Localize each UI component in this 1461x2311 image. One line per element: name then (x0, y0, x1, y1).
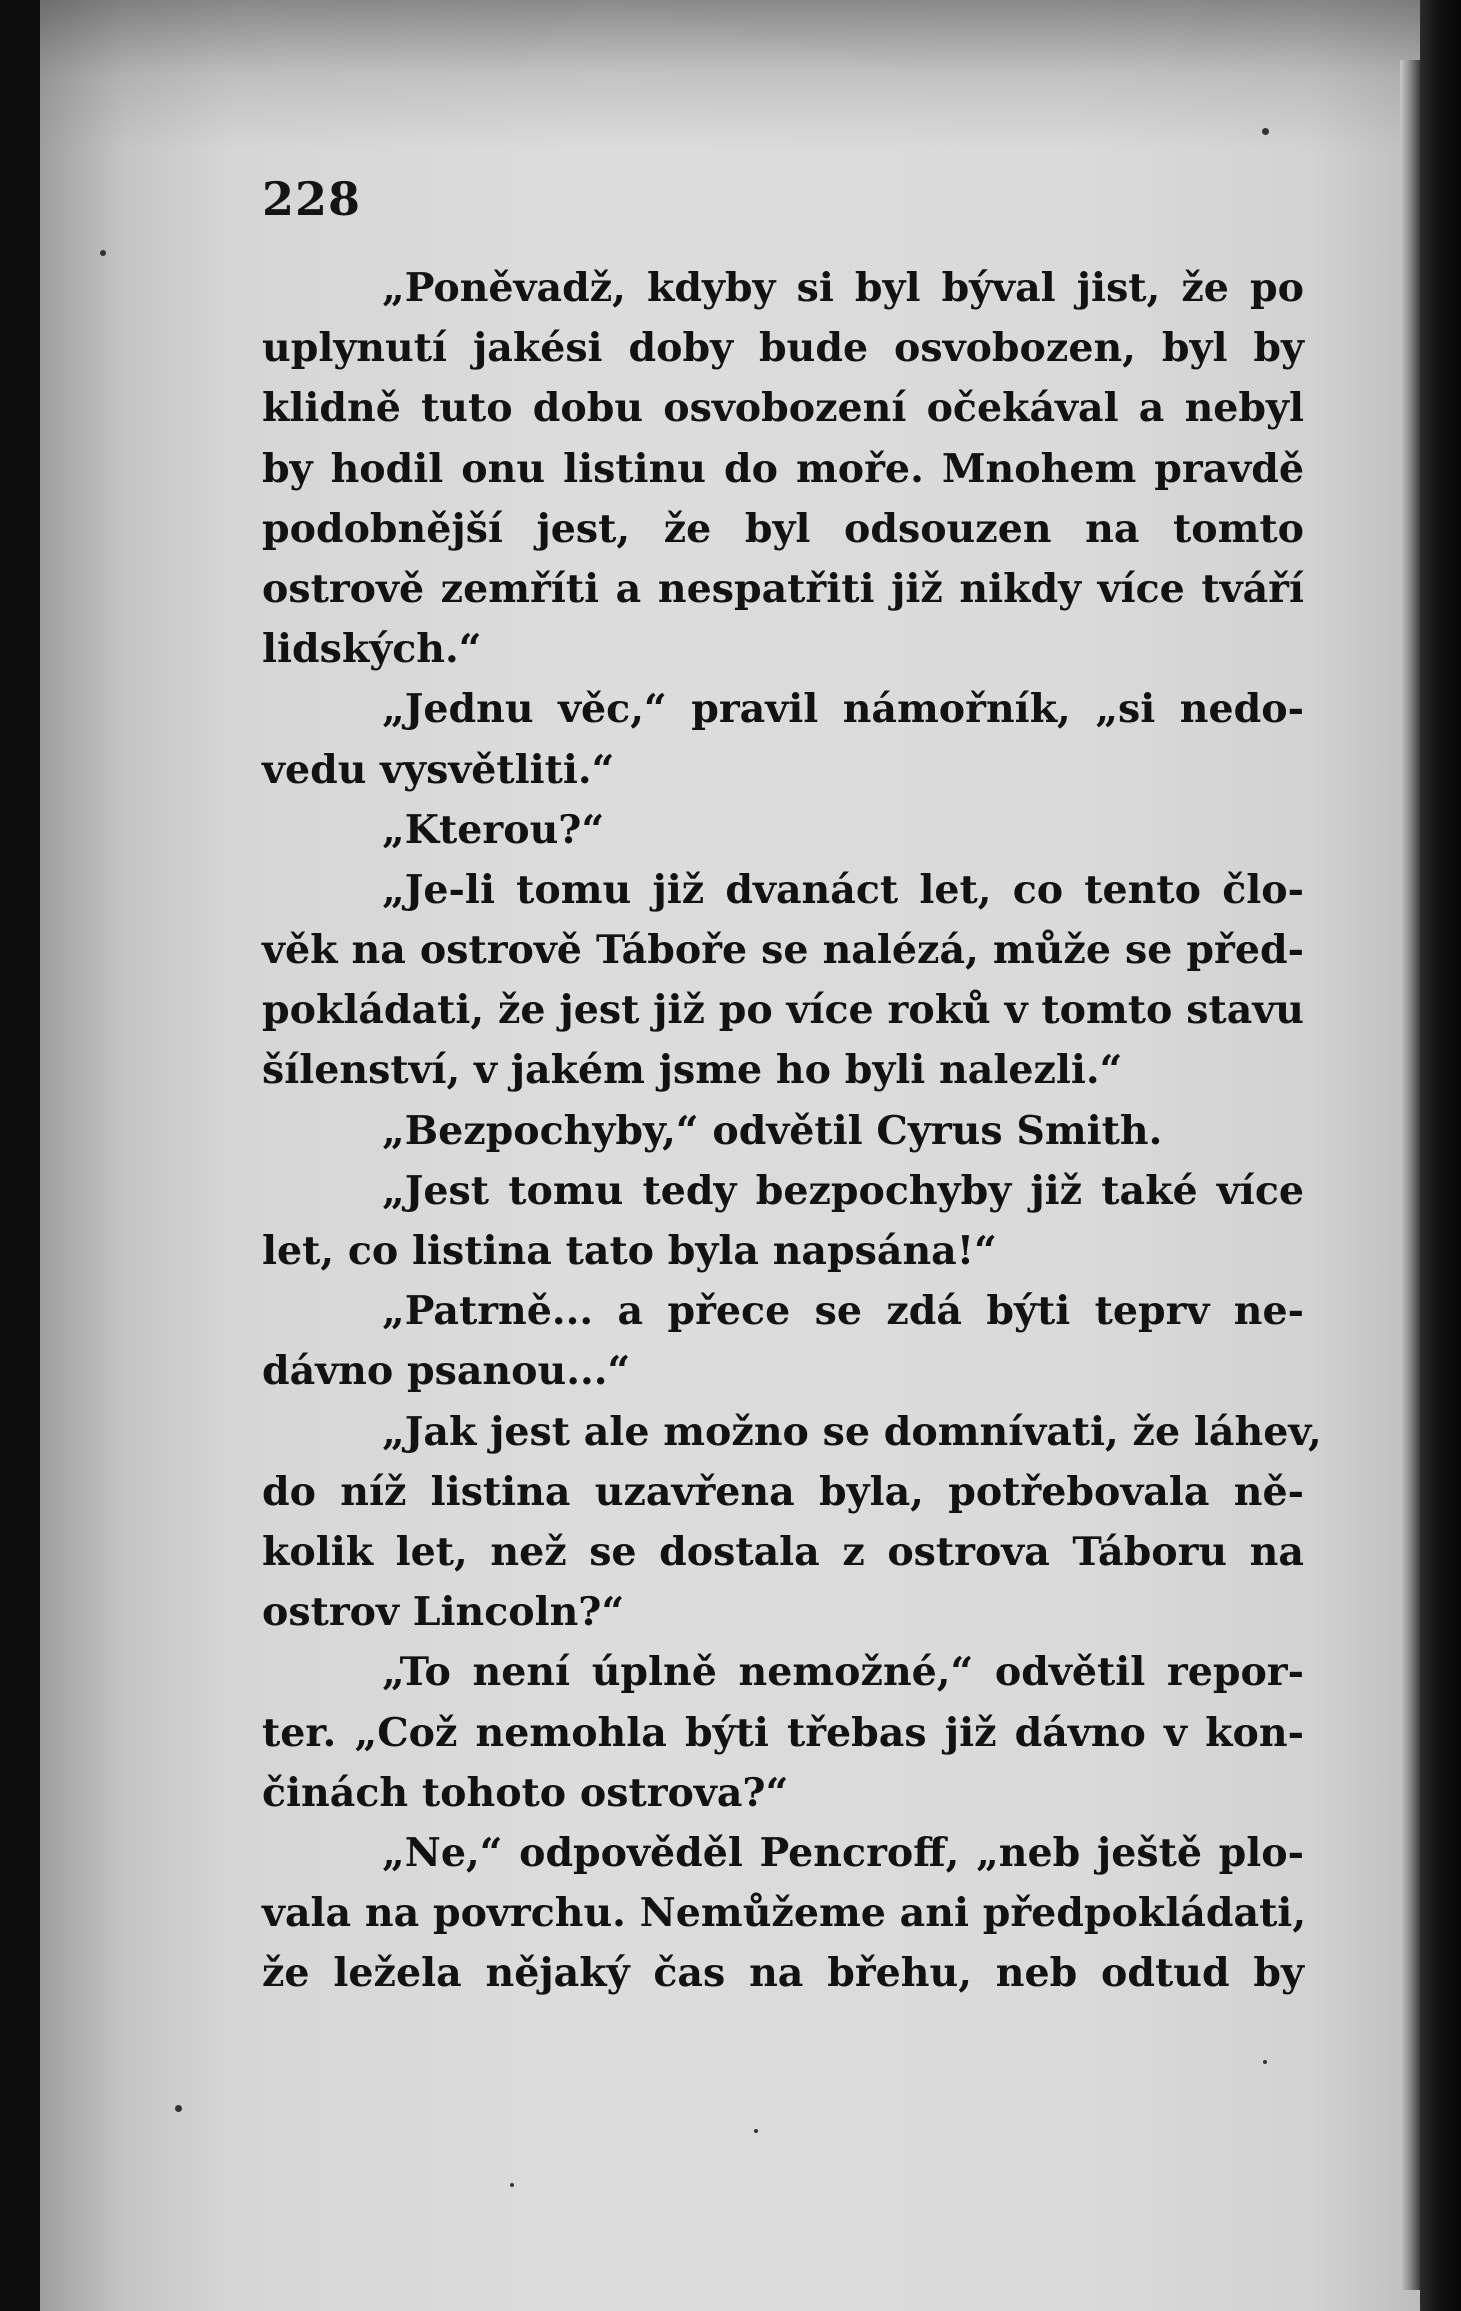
text-line: „Je-li tomu již dvanáct let, co tento člo- (382, 866, 1304, 913)
page-number: 228 (262, 172, 362, 226)
dust-speck (754, 2129, 758, 2133)
dust-speck (175, 2105, 182, 2112)
text-line: „Jak jest ale možno se domnívati, že láhev, (382, 1408, 1322, 1455)
page-edge-shadow (1400, 60, 1420, 2290)
dust-speck (510, 2183, 514, 2187)
text-line: „Jednu věc,“ pravil námořník, „si nedo- (382, 686, 1304, 733)
text-line: by hodil onu listinu do moře. Mnohem pravdě (262, 445, 1304, 492)
text-line: „Ne,“ odpověděl Pencroff, „neb ještě plo- (382, 1829, 1304, 1876)
text-line: „Bezpochyby,“ odvětil Cyrus Smith. (382, 1107, 1163, 1154)
text-line: podobnější jest, že byl odsouzen na tomto (262, 505, 1304, 552)
text-line: vedu vysvětliti.“ (262, 746, 615, 793)
body-text (262, 258, 1322, 2003)
scan-border (1420, 0, 1461, 2311)
text-line: činách tohoto ostrova?“ (262, 1769, 789, 1816)
text-line: uplynutí jakési doby bude osvobozen, byl by (262, 325, 1304, 372)
text-line: lidských.“ (262, 626, 482, 673)
text-line: ostrov Lincoln?“ (262, 1589, 625, 1636)
text-line: „Patrně... a přece se zdá býti teprv ne- (382, 1288, 1304, 1335)
text-line: let, co listina tato byla napsána!“ (262, 1228, 997, 1274)
text-line: vala na povrchu. Nemůžeme ani předpokládati, (262, 1890, 1307, 1937)
text-line: kolik let, než se dostala z ostrova Táboru na (262, 1528, 1304, 1575)
text-line: ostrově zemříti a nespatřiti již nikdy více tváří (262, 565, 1304, 612)
dust-speck (1263, 2060, 1267, 2064)
text-line: dávno psanou...“ (262, 1348, 631, 1395)
text-line: „To není úplně nemožné,“ odvětil repor- (382, 1649, 1304, 1696)
dust-speck (100, 250, 106, 256)
dust-speck (1262, 128, 1269, 135)
text-line: šílenství, v jakém jsme ho byli nalezli.“ (262, 1047, 1123, 1094)
text-line: do níž listina uzavřena byla, potřebovala ně- (262, 1468, 1304, 1515)
text-line: že ležela nějaký čas na břehu, neb odtud by (262, 1950, 1304, 1997)
text-line: „Jest tomu tedy bezpochyby již také více (382, 1167, 1304, 1214)
text-line: klidně tuto dobu osvobození očekával a nebyl (262, 385, 1304, 432)
text-line: pokládati, že jest již po více roků v tomto stavu (262, 987, 1304, 1034)
text-line: „Poněvadž, kdyby si byl býval jist, že po (382, 265, 1304, 311)
paper-top-shadow (40, 0, 1420, 150)
text-line: ter. „Což nemohla býti třebas již dávno v kon- (262, 1709, 1304, 1756)
text-line: věk na ostrově Táboře se nalézá, může se před- (262, 927, 1304, 974)
text-line: „Kterou?“ (382, 806, 605, 853)
